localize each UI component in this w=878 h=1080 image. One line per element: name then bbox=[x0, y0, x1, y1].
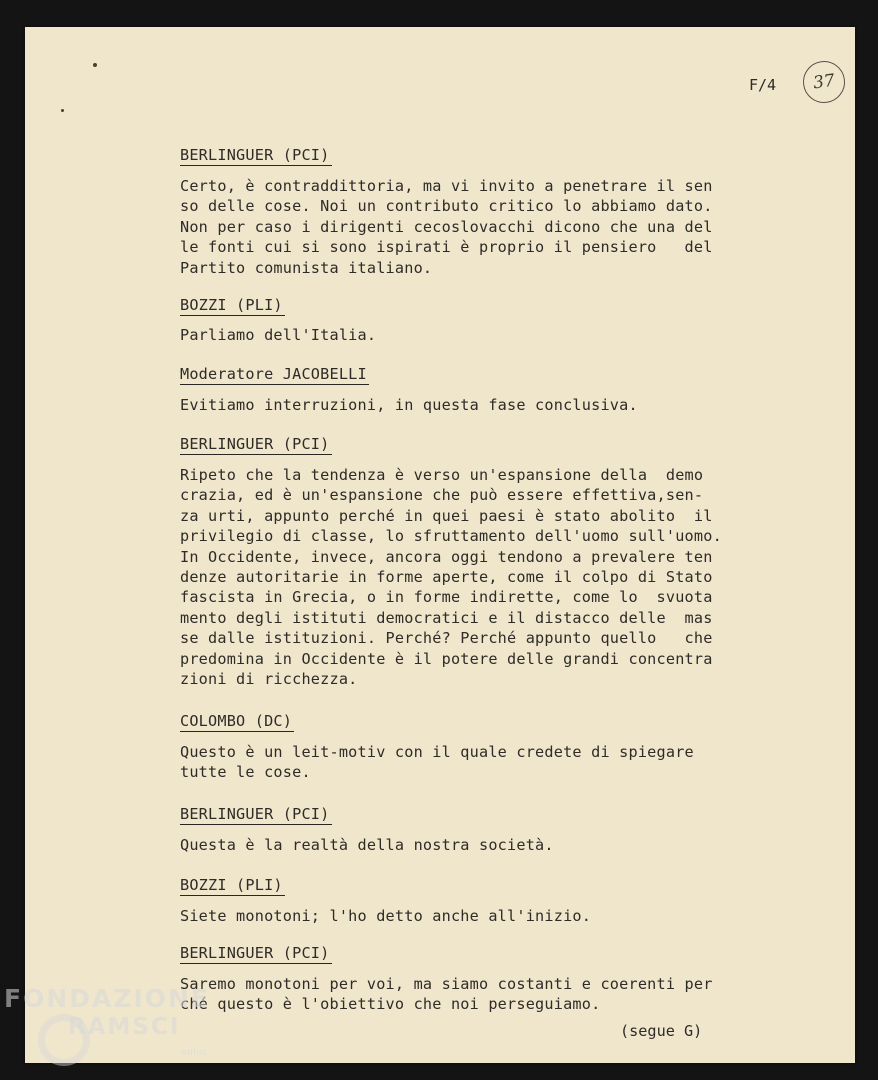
paper-speck bbox=[61, 109, 64, 112]
segue-note: (segue G) bbox=[620, 1022, 703, 1040]
watermark-onlus: onlus bbox=[181, 1048, 208, 1058]
fondazione-gramsci-watermark bbox=[4, 984, 211, 1058]
speech-text: Parliamo dell'Italia. bbox=[180, 326, 377, 344]
watermark-line2: RAMSCI bbox=[68, 1014, 181, 1040]
speaker-name: BERLINGUER (PCI) bbox=[180, 805, 330, 823]
speaker-name: BOZZI (PLI) bbox=[180, 296, 283, 314]
watermark-line1: FONDAZIONE bbox=[4, 984, 211, 1013]
speaker-name: BERLINGUER (PCI) bbox=[180, 146, 330, 164]
speech-block bbox=[180, 295, 790, 345]
paper-speck bbox=[93, 63, 97, 67]
speech-block bbox=[180, 145, 790, 278]
speech-text: Certo, è contraddittoria, ma vi invito a penetrare il sen so delle cose. Noi un contributo critico lo abbiamo dato. Non per caso i dirigenti cecoslovacchi dicono che una del le fonti cui si sono ispirati è proprio il pensiero del Partito comunista italiano. bbox=[180, 177, 713, 277]
speaker-name: BOZZI (PLI) bbox=[180, 876, 283, 894]
archive-number-stamp: 37 bbox=[800, 58, 847, 105]
page-reference: F/4 bbox=[749, 76, 777, 94]
speaker-name: BERLINGUER (PCI) bbox=[180, 435, 330, 453]
speech-block bbox=[180, 804, 790, 855]
speech-text: Ripeto che la tendenza è verso un'espansione della demo crazia, ed è un'espansione che può essere effettiva,sen- za urti, appunto perché in quei paesi è stato abolito il privilegio di classe, lo sfruttamento dell'uomo sull'uomo. In Occidente, invece, ancora oggi tendono a prevalere ten denze autoritarie in forme aperte, come il colpo di Stato fascista in Grecia, o in forme indirette, come lo svuota mento degli istituti democratici e il distacco delle mas se dalle istituzioni. Perché? Perché appunto quello che predomina in Occidente è il potere delle grandi concentra zioni di ricchezza. bbox=[180, 466, 722, 689]
speech-text: Questo è un leit-motiv con il quale credete di spiegare tutte le cose. bbox=[180, 743, 694, 782]
speaker-name: Moderatore JACOBELLI bbox=[180, 365, 367, 383]
speech-block bbox=[180, 434, 790, 689]
speech-block bbox=[180, 875, 790, 926]
speech-block bbox=[180, 943, 790, 1015]
speech-text: Saremo monotoni per voi, ma siamo costanti e coerenti per ché questo è l'obiettivo che noi perseguiamo. bbox=[180, 975, 713, 1014]
speech-block bbox=[180, 711, 790, 783]
speaker-name: BERLINGUER (PCI) bbox=[180, 944, 330, 962]
speech-text: Evitiamo interruzioni, in questa fase conclusiva. bbox=[180, 396, 638, 414]
speech-text: Siete monotoni; l'ho detto anche all'inizio. bbox=[180, 907, 592, 925]
speech-block bbox=[180, 364, 790, 415]
speaker-name: COLOMBO (DC) bbox=[180, 712, 293, 730]
speech-text: Questa è la realtà della nostra società. bbox=[180, 836, 554, 854]
